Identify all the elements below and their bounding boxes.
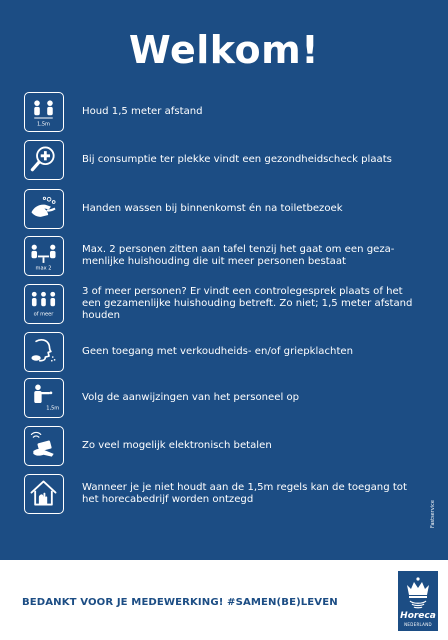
rule-item-health-check xyxy=(24,140,424,180)
distance-people-icon xyxy=(24,92,64,132)
rule-text: 3 of meer personen? Er vindt een controlegesprek plaats of het een gezamenlijke huishouding betreft. Zo niet; 1,5 meter afstand houden xyxy=(82,286,413,321)
rule-text: Bij consumptie ter plekke vindt een gezondheidscheck plaats xyxy=(82,154,392,165)
logo-subtitle: NEDERLAND xyxy=(404,622,432,627)
group-people-icon xyxy=(24,284,64,324)
table-two-people-icon xyxy=(24,236,64,276)
rule-text: Wanneer je je niet houdt aan de 1,5m regels kan de toegang tot het horecabedrijf worden ontzegd xyxy=(82,482,407,505)
rule-text: Volg de aanwijzingen van het personeel op xyxy=(82,392,300,403)
icon-label-table: max 2 xyxy=(35,265,52,272)
rule-item-payment xyxy=(24,426,424,466)
footer-text: BEDANKT VOOR JE MEDEWERKING! #SAMEN(BE)LEVEN xyxy=(22,597,338,608)
rule-item-group xyxy=(24,284,424,324)
icon-label-group: of meer xyxy=(33,311,54,318)
crown-logo-icon xyxy=(398,571,438,611)
contactless-payment-icon xyxy=(24,426,64,466)
rule-item-sick xyxy=(24,332,424,372)
house-entry-icon xyxy=(24,474,64,514)
horeca-logo xyxy=(398,571,438,631)
rule-text: Max. 2 personen zitten aan tafel tenzij het gaat om een geza-menlijke huishouding die uit meer personen bestaat xyxy=(82,244,395,267)
health-check-icon xyxy=(24,140,64,180)
rule-text: Geen toegang met verkoudheids- en/of griepklachten xyxy=(82,346,354,357)
rule-item-table xyxy=(24,236,424,276)
sick-person-icon xyxy=(24,332,64,372)
icon-label-staff: 1,5m xyxy=(46,405,60,412)
page-title: Welkom! xyxy=(128,28,320,72)
staff-instructions-icon xyxy=(24,378,64,418)
icon-label-distance: 1,5m xyxy=(36,121,51,128)
rule-item-distance xyxy=(24,92,424,132)
side-credit: Fastservice xyxy=(430,500,436,528)
rule-item-staff xyxy=(24,378,424,418)
rule-text: Handen wassen bij binnenkomst én na toiletbezoek xyxy=(82,203,343,214)
hand-washing-icon xyxy=(24,189,64,229)
rule-item-hand-washing xyxy=(24,189,424,229)
logo-wordmark: Horeca xyxy=(400,611,436,621)
rule-item-house xyxy=(24,474,424,514)
rule-text: Zo veel mogelijk elektronisch betalen xyxy=(82,440,272,451)
rule-text: Houd 1,5 meter afstand xyxy=(82,106,203,117)
